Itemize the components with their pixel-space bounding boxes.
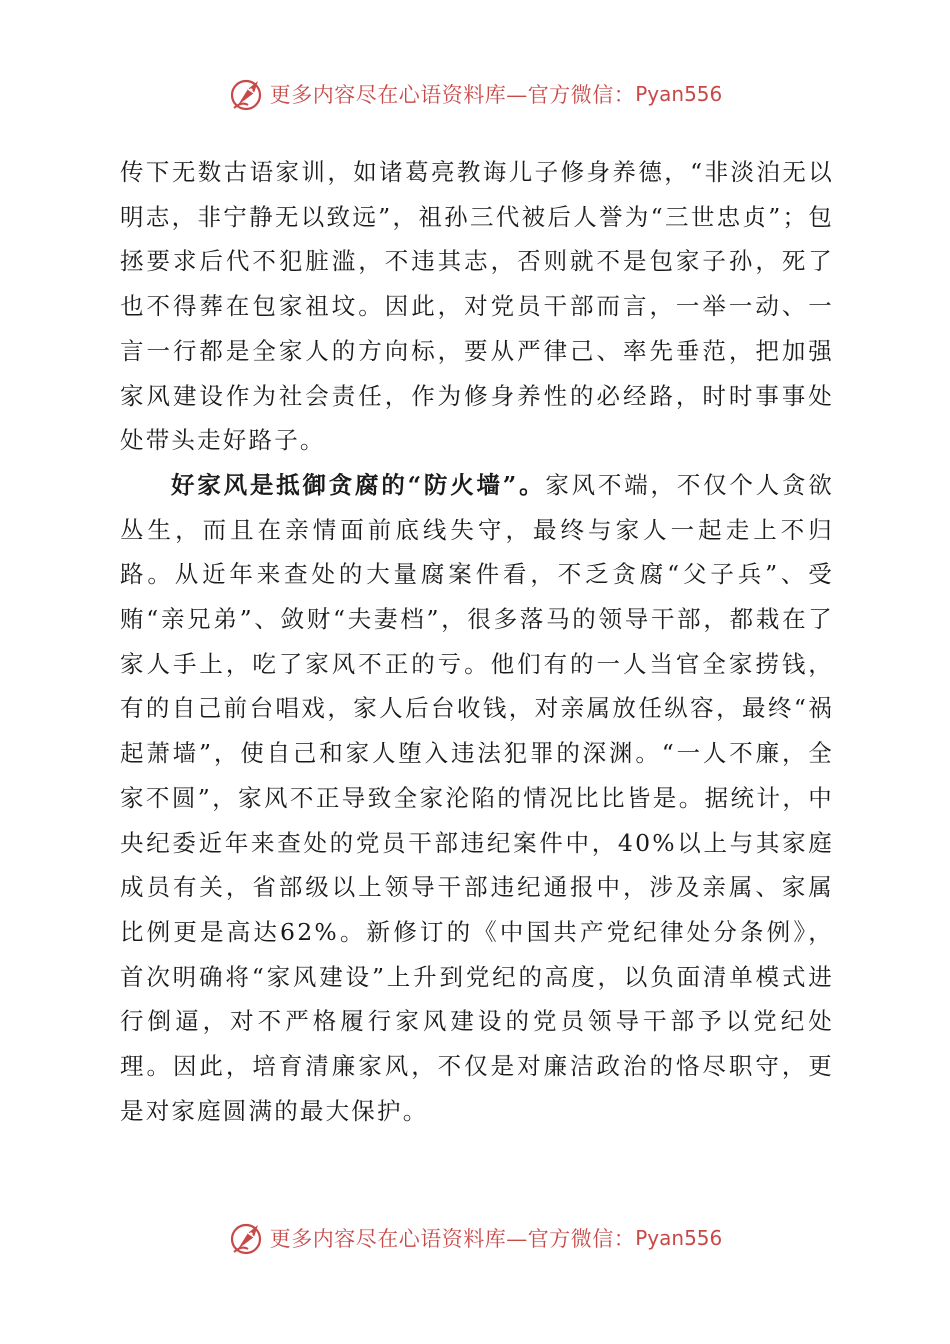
paragraph-2-lead: 好家风是抵御贪腐的“防火墙”。 [171,470,546,499]
paragraph-2-rest: 家风不端，不仅个人贪欲丛生，而且在亲情面前底线失守，最终与家人一起走上不归路。从近年来查处的大量腐案件看，不乏贪腐“父子兵”、受贿“亲兄弟”、敛财“夫妻档”，很多落马的领导干部，都栽在了家人手上，吃了家风不正的亏。他们有的一人当官全家捞钱，有的自己前台唱戏，家人后台收钱，对亲属放任纵容，最终“祸起萧墙”，使自己和家人堕入违法犯罪的深渊。“一人不廉，全家不圆”，家风不正导致全家沦陷的情况比比皆是。据统计，中央纪委近年来查处的党员干部违纪案件中，40%以上与其家庭成员有关，省部级以上领导干部违纪通报中，涉及亲属、家属比例更是高达62%。新修订的《中国共产党纪律处分条例》，首次明确将“家风建设”上升到党纪的高度，以负面清单模式进行倒逼，对不严格履行家风建设的党员领导干部予以党纪处理。因此，培育清廉家风，不仅是对廉洁政治的恪尽职守，更是对家庭圆满的最大保护。 [120,470,834,1125]
footer-banner [0,1216,950,1260]
header-banner [0,72,950,116]
article-body [120,150,834,1133]
paragraph-2 [120,463,834,1134]
header-wechat-id: Pyan556 [635,82,723,106]
paragraph-1: 传下无数古语家训，如诸葛亮教诲儿子修身养德，“非淡泊无以明志，非宁静无以致远”，祖孙三代被后人誉为“三世忠贞”；包拯要求后代不犯脏滥，不违其志，否则就不是包家子孙，死了也不得葬在包家祖坟。因此，对党员干部而言，一举一动、一言一行都是全家人的方向标，要从严律己、率先垂范，把加强家风建设作为社会责任，作为修身养性的必经路，时时事事处处带头走好路子。 [120,158,834,455]
header-banner-text: 更多内容尽在心语资料库—官方微信： [269,83,636,107]
pen-nib-logo-icon [228,75,266,113]
pen-nib-logo-icon [228,1219,266,1257]
footer-banner-text: 更多内容尽在心语资料库—官方微信： [269,1227,636,1251]
footer-wechat-id: Pyan556 [635,1226,723,1250]
